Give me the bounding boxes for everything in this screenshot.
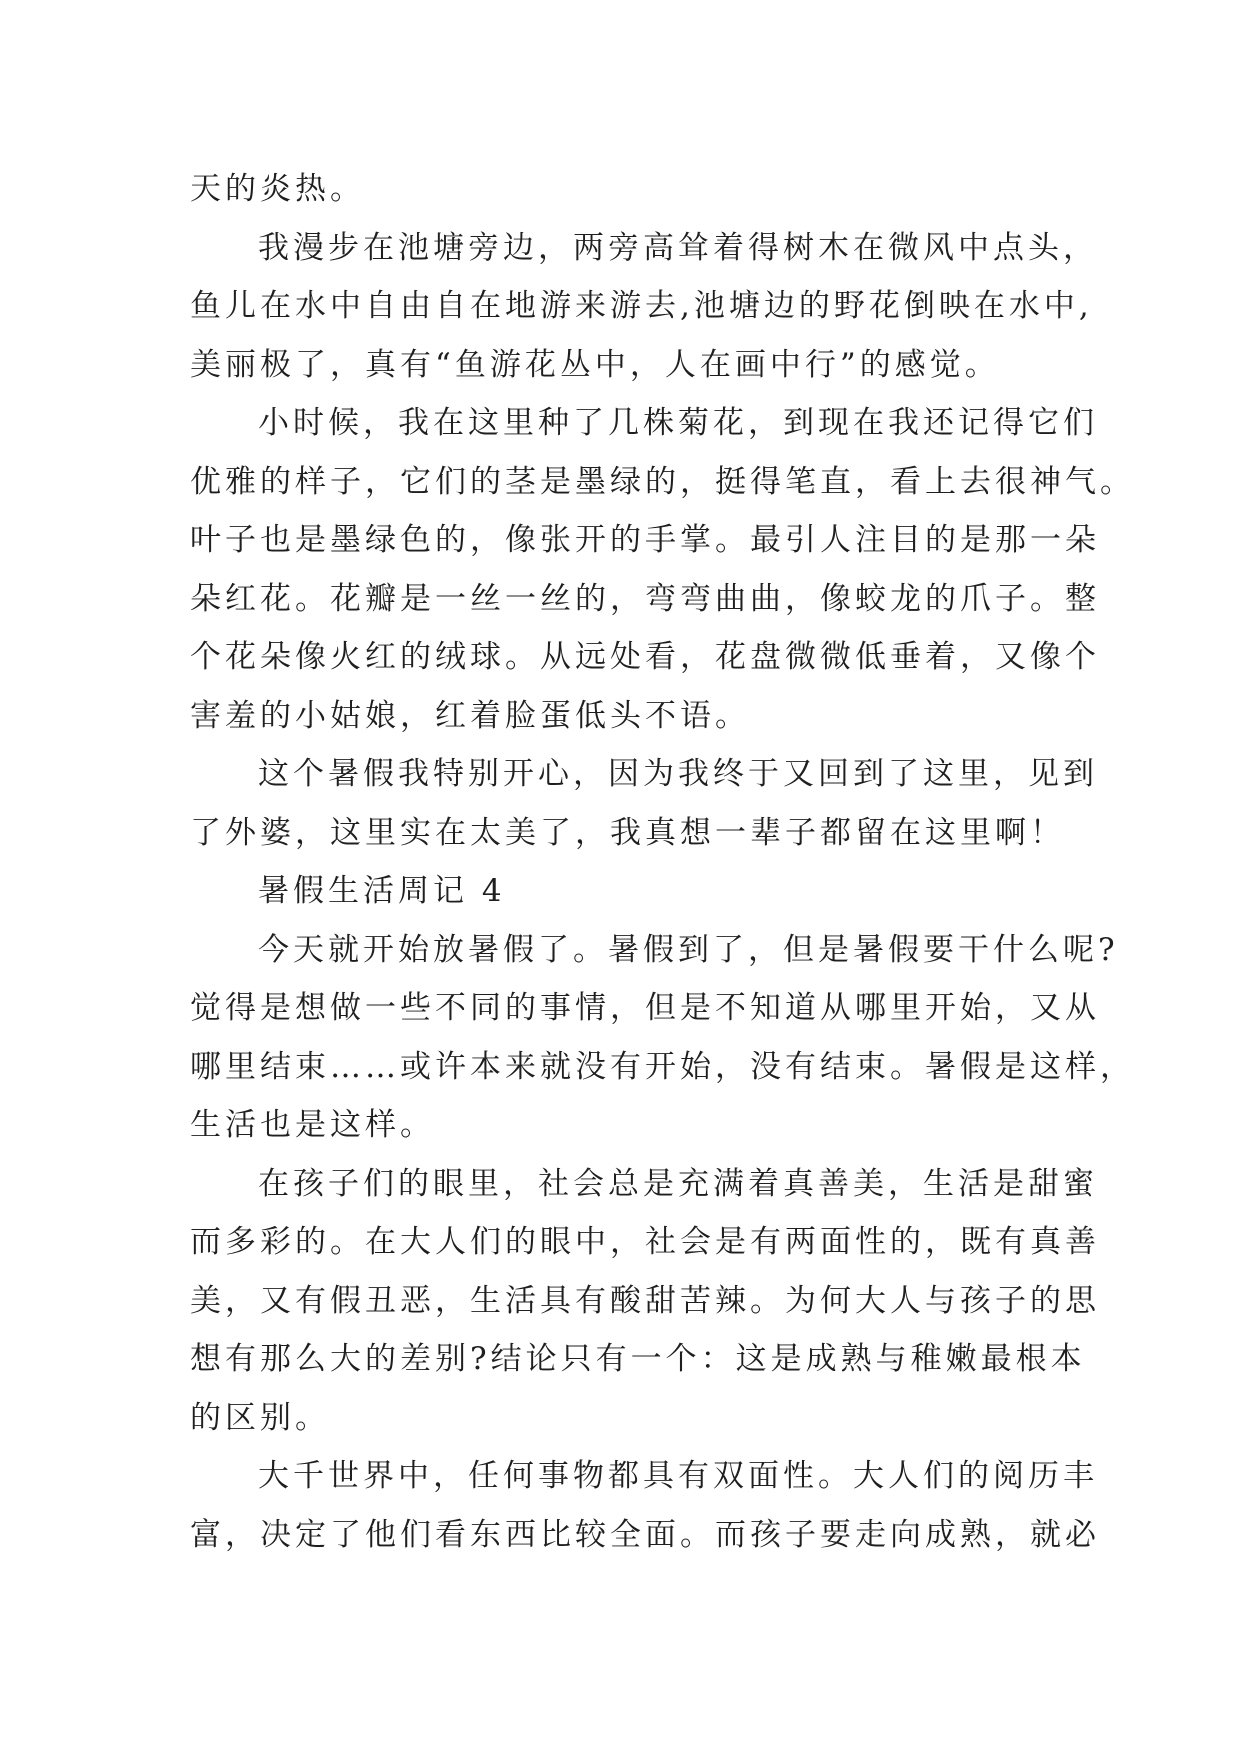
section-heading: 暑假生活周记 4 bbox=[258, 873, 506, 909]
text-line: 大千世界中，任何事物都具有双面性。大人们的阅历丰 bbox=[258, 1458, 1098, 1494]
text-line: 了外婆，这里实在太美了，我真想一辈子都留在这里啊！ bbox=[190, 814, 1065, 851]
text-line: 美丽极了，真有“鱼游花丛中，人在画中行”的感觉。 bbox=[190, 346, 1000, 383]
text-line: 而多彩的。在大人们的眼中，社会是有两面性的，既有真善 bbox=[190, 1224, 1100, 1260]
text-line: 鱼儿在水中自由自在地游来游去,池塘边的野花倒映在水中, bbox=[190, 288, 1093, 324]
text-line: 在孩子们的眼里，社会总是充满着真善美，生活是甜蜜 bbox=[258, 1165, 1098, 1202]
text-line: 今天就开始放暑假了。暑假到了，但是暑假要干什么呢? bbox=[258, 931, 1119, 968]
text-line: 我漫步在池塘旁边，两旁高耸着得树木在微风中点头， bbox=[258, 229, 1098, 266]
text-line: 的区别。 bbox=[190, 1399, 330, 1436]
text-line: 美，又有假丑恶，生活具有酸甜苦辣。为何大人与孩子的思 bbox=[190, 1282, 1100, 1319]
text-line: 叶子也是墨绿色的，像张开的手掌。最引人注目的是那一朵 bbox=[190, 522, 1100, 558]
text-line: 朵红花。花瓣是一丝一丝的，弯弯曲曲，像蛟龙的爪子。整 bbox=[190, 580, 1100, 617]
text-line: 富，决定了他们看东西比较全面。而孩子要走向成熟，就必 bbox=[190, 1516, 1100, 1553]
text-line: 想有那么大的差别?结论只有一个：这是成熟与稚嫩最根本 bbox=[190, 1341, 1086, 1377]
text-line: 个花朵像火红的绒球。从远处看，花盘微微低垂着，又像个 bbox=[190, 639, 1100, 675]
text-line: 这个暑假我特别开心，因为我终于又回到了这里，见到 bbox=[258, 756, 1098, 792]
text-line: 生活也是这样。 bbox=[190, 1107, 435, 1143]
document-body bbox=[190, 160, 1135, 1564]
text-line: 天的炎热。 bbox=[190, 171, 365, 207]
text-line: 哪里结束……或许本来就没有开始，没有结束。暑假是这样， bbox=[190, 1048, 1135, 1085]
text-line: 害羞的小姑娘，红着脸蛋低头不语。 bbox=[190, 697, 750, 734]
text-line: 觉得是想做一些不同的事情，但是不知道从哪里开始，又从 bbox=[190, 990, 1100, 1026]
text-line: 小时候，我在这里种了几株菊花，到现在我还记得它们 bbox=[258, 405, 1098, 441]
text-line: 优雅的样子，它们的茎是墨绿的，挺得笔直，看上去很神气。 bbox=[190, 463, 1135, 500]
